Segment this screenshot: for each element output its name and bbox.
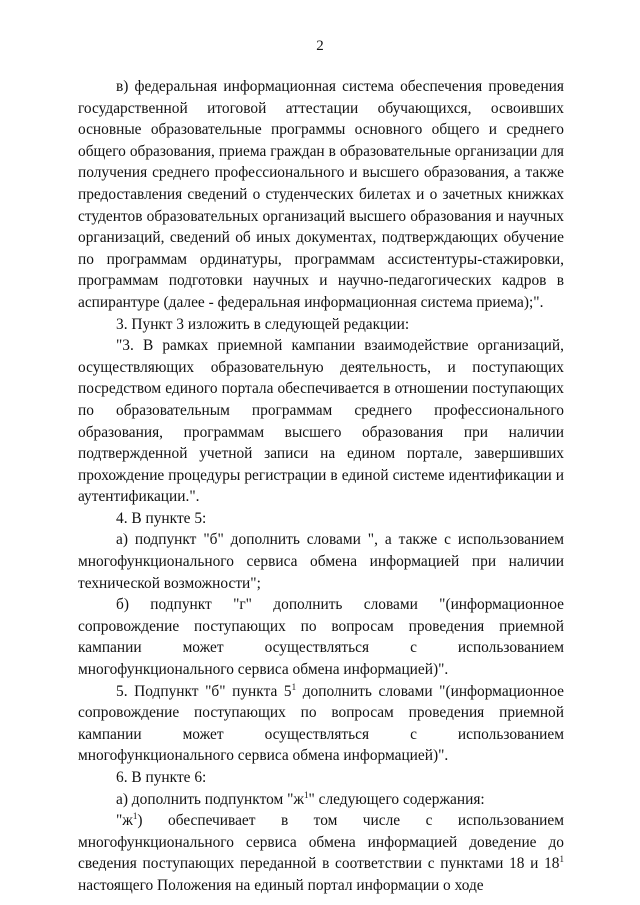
paragraph-point-6: 6. В пункте 6: [116,769,207,786]
text-fragment: " следующего содержания: [308,790,485,808]
text-fragment: дополнить словами "(информационное сопровождение поступающих по вопросам проведения приемной кампании может осуществляться с использованием многофункционального сервиса обмена информацией)". [78,682,565,765]
paragraph-subpoint-zh1 [78,810,564,896]
superscript: 1 [132,811,138,822]
paragraph-point-6-a [78,789,564,811]
paragraph-point-4-b: б) подпункт "г" дополнить словами "(информационное сопровождение поступающих по вопросам проведения приемной кампании может осуществляться с использованием многофункционального сервиса обмена информацией)". [78,596,564,679]
text-fragment: 5. Подпункт "б" пункта 5 [116,682,292,700]
text-fragment: настоящего Положения на единый портал информации о ходе [78,876,484,894]
paragraph-point-3: 3. Пункт 3 изложить в следующей редакции: [116,315,410,333]
paragraph-item-v: в) федеральная информационная система обеспечения проведения государственной итоговой аттестации обучающихся, освоивших основные образовательные программы основного общего и среднего общего образования, приема граждан в образовательные организации для получения среднего профессионального и высшего образования, а также предоставления сведений о студенческих билетах и о зачетных книжках студентов образовательных организаций высшего образования и научных организаций, сведений об иных документах, подтверждающих обучение по программам ординатуры, программам ассистентуры-стажировки, программам подготовки научных и научно-педагогических кадров в аспирантуре (далее - федеральная информационная система приема);". [78,78,564,311]
text-fragment: а) дополнить подпунктом "ж [116,790,304,808]
page-number: 2 [316,38,324,54]
paragraph-point-4: 4. В пункте 5: [116,509,207,527]
paragraph-point-5 [78,681,564,767]
text-fragment: ) обеспечивает в том числе с использованием многофункционального сервиса обмена информацией доведение до сведения поступающих переданной в соответствии с пунктами 18 и 18 [78,812,564,873]
paragraph-point-4-a: а) подпункт "б" дополнить словами ", а также с использованием многофункционального сервиса обмена информацией при наличии технической возможности"; [78,531,564,592]
document-body [78,76,564,897]
superscript: 1 [291,681,297,692]
text-fragment: "ж [116,812,133,830]
superscript: 1 [304,789,309,800]
paragraph-point-3-text: "3. В рамках приемной кампании взаимодействие организаций, осуществляющих образовательную деятельность, и поступающих посредством единого портала обеспечивается в отношении поступающих по образовательным программам среднего профессионального образования, программам высшего образования при наличии подтвержденной учетной записи на едином портале, завершивших прохождение процедуры регистрации в единой системе идентификации и аутентификации.". [78,337,564,506]
superscript: 1 [559,854,564,865]
